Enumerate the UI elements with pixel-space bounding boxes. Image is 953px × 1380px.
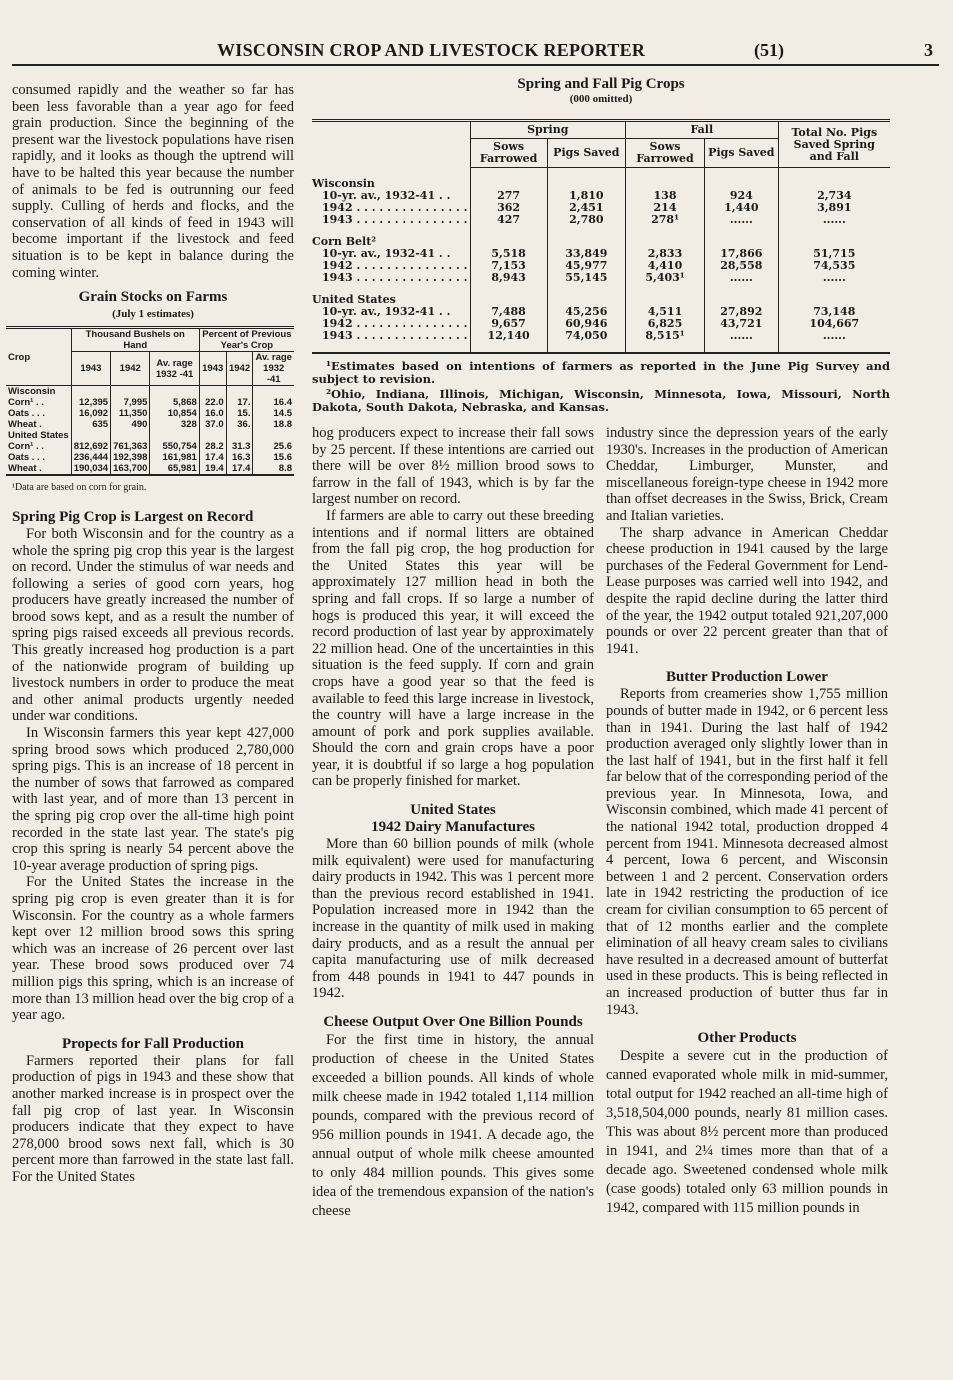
grain-table-row bbox=[6, 419, 294, 430]
pig-cell: 2,734 bbox=[778, 190, 890, 202]
pig-spacer-cell bbox=[625, 226, 704, 236]
grain-head-pct-avg: Av. rage 1932 -41 bbox=[253, 352, 294, 386]
grain-cell: 15.6 bbox=[253, 452, 294, 463]
pig-cell: 924 bbox=[705, 190, 779, 202]
grain-cell: 16.4 bbox=[253, 397, 294, 408]
pig-spacer-cell bbox=[470, 284, 547, 294]
grain-cell bbox=[226, 386, 253, 398]
grain-row-label: Oats . . . bbox=[8, 408, 45, 420]
grain-cell: 19.4 bbox=[199, 463, 226, 475]
grain-cell bbox=[226, 430, 253, 441]
pig-cell: 104,667 bbox=[778, 318, 890, 330]
publication-title: WISCONSIN CROP AND LIVESTOCK REPORTER bbox=[217, 40, 646, 60]
grain-cell bbox=[111, 430, 150, 441]
pig-table-title: Spring and Fall Pig Crops bbox=[517, 76, 685, 92]
pig-cell: 362 bbox=[470, 202, 547, 214]
grain-row-label: Wheat . bbox=[8, 419, 42, 431]
pig-head-total: Total No. Pigs Saved Spring and Fall bbox=[778, 121, 890, 168]
intro-paragraph: consumed rapidly and the weather so far has been less favorable than a year ago for feed grain production. Since the beginning of the present war the livestock populations have risen rapidly, and it looks as though the uptrend will have to be halted this year because the number of animals to be fed is outrunning our feed supply. Culling of herds and flocks, and the conservation of all kinds of feed in 1943 will become important if the livestock and feed situation is to be kept in balance during the coming winter. bbox=[12, 82, 294, 281]
grain-cell: 65,981 bbox=[150, 463, 199, 475]
pig-cell: 45,977 bbox=[547, 260, 625, 272]
pig-row-label: 1943 . . . . . . . . . . . . . . . bbox=[322, 213, 468, 226]
grain-head-percent: Percent of Previous Year's Crop bbox=[199, 328, 294, 352]
pig-table-row bbox=[312, 330, 890, 342]
cheese-heading: Cheese Output Over One Billion Pounds bbox=[323, 1014, 583, 1030]
pig-spacer-cell bbox=[470, 226, 547, 236]
grain-cell: 635 bbox=[71, 419, 110, 430]
right-paragraph-1: industry since the depression years of the early 1930's. Increases in the production of American Cheddar, Limburger, Munster, and miscellaneous foreign-type cheese in 1942 more than offset decreases in the Swiss, Brick, Cream and Italian varieties. bbox=[606, 425, 888, 524]
pig-cell: 6,825 bbox=[625, 318, 704, 330]
pig-head-spring-pigs: Pigs Saved bbox=[547, 139, 625, 168]
grain-cell: 328 bbox=[150, 419, 199, 430]
pig-cell: 33,849 bbox=[547, 248, 625, 260]
middle-paragraph-2: If farmers are able to carry out these breeding intentions and if normal litters are obtained from the fall pig crop, the hog production for the United States this year will be approximately 127 million head in both the spring and fall crops. If so large a number of hogs is produced this year, it will exceed the record production of last year by approximately 22 million head. One of the uncertainties in this situation is the feed supply. If corn and grain crops have a good year so that the feed is available to feed this large increase in livestock, the country will have a large increase in the amount of pork and pork supplies available. Should the corn and grain crops have a poor year, it is doubtful if so large a hog population can be properly finished for market. bbox=[312, 507, 594, 790]
grain-table-row bbox=[6, 397, 294, 408]
pig-row-spacer bbox=[312, 284, 890, 294]
pig-head-fall: Fall bbox=[625, 121, 778, 139]
grain-cell: 161,981 bbox=[150, 452, 199, 463]
pig-cell: 51,715 bbox=[778, 248, 890, 260]
pig-row-label: 1943 . . . . . . . . . . . . . . . bbox=[322, 271, 468, 284]
pig-cell: 2,451 bbox=[547, 202, 625, 214]
spring-paragraph-1: For both Wisconsin and for the country as a whole the spring pig crop this year is the largest on record. Under the stimulus of war needs and following a series of good corn years, hog producers have greatly increased the number of brood sows kept, and as a result the number of spring pigs raised exceeds all previous records. This greatly increased hog production is a part of the nationwide program of building up livestock numbers in order to produce the meat and other animal products urgently needed under war conditions. bbox=[12, 525, 294, 725]
pig-row-label: Corn Belt² bbox=[312, 235, 377, 248]
pig-row-label: 10-yr. av., 1932-41 . . bbox=[322, 189, 451, 202]
pig-spacer-cell bbox=[547, 226, 625, 236]
grain-cell: 37.0 bbox=[199, 419, 226, 430]
pig-row-label: United States bbox=[312, 293, 396, 306]
grain-table-row bbox=[6, 441, 294, 452]
pig-table-row bbox=[312, 272, 890, 284]
pig-cell: 5,403¹ bbox=[625, 272, 704, 284]
pig-cell: 4,511 bbox=[625, 306, 704, 318]
pig-cell: 3,891 bbox=[778, 202, 890, 214]
pig-cell: 427 bbox=[470, 214, 547, 226]
pig-cell: ...... bbox=[778, 330, 890, 342]
right-column bbox=[606, 425, 888, 1218]
pig-cell: 214 bbox=[625, 202, 704, 214]
pig-row-label: 1942 . . . . . . . . . . . . . . . bbox=[322, 317, 468, 330]
grain-cell: 5,868 bbox=[150, 397, 199, 408]
pig-crops-table bbox=[312, 119, 890, 354]
grain-row-label: Corn¹ . . bbox=[8, 397, 44, 409]
grain-cell: 550,754 bbox=[150, 441, 199, 452]
pig-cell: 7,153 bbox=[470, 260, 547, 272]
pig-spacer-cell bbox=[625, 168, 704, 179]
grain-cell bbox=[150, 430, 199, 441]
grain-row-label: Wheat . bbox=[8, 463, 42, 475]
pig-spacer-cell bbox=[470, 168, 547, 179]
pig-spacer-cell bbox=[778, 226, 890, 236]
pig-head-fall-pigs: Pigs Saved bbox=[705, 139, 779, 168]
dairy-heading-line2: 1942 Dairy Manufactures bbox=[371, 819, 535, 836]
pig-cell: 278¹ bbox=[625, 214, 704, 226]
grain-cell: 236,444 bbox=[71, 452, 110, 463]
grain-cell: 812,692 bbox=[71, 441, 110, 452]
grain-cell: 22.0 bbox=[199, 397, 226, 408]
pig-cell: 74,050 bbox=[547, 330, 625, 342]
pig-spacer-cell bbox=[625, 284, 704, 294]
grain-head-pct-1943: 1943 bbox=[199, 352, 226, 386]
pig-spacer-cell bbox=[470, 342, 547, 353]
pig-footnote-1: ¹Estimates based on intentions of farmers as reported in the June Pig Survey and subject to revision. bbox=[312, 359, 890, 386]
pig-cell: 4,410 bbox=[625, 260, 704, 272]
pig-cell: ...... bbox=[705, 330, 779, 342]
pig-spacer-cell bbox=[547, 284, 625, 294]
pig-cell: 73,148 bbox=[778, 306, 890, 318]
grain-cell bbox=[253, 386, 294, 398]
grain-cell: 12,395 bbox=[71, 397, 110, 408]
pig-cell: 7,488 bbox=[470, 306, 547, 318]
grain-table-row bbox=[6, 463, 294, 475]
pig-head-spring-sows: Sows Farrowed bbox=[470, 139, 547, 168]
pig-spacer-cell bbox=[547, 168, 625, 179]
pig-cell: ...... bbox=[705, 214, 779, 226]
pig-row-label: Wisconsin bbox=[312, 177, 375, 190]
pig-spacer-cell bbox=[778, 168, 890, 179]
grain-cell: 14.5 bbox=[253, 408, 294, 419]
grain-row-label: Oats . . . bbox=[8, 452, 45, 464]
grain-head-pct-1942: 1942 bbox=[226, 352, 253, 386]
grain-table-footnote: ¹Data are based on corn for grain. bbox=[12, 482, 147, 494]
pig-row-label: 1942 . . . . . . . . . . . . . . . bbox=[322, 201, 468, 214]
spring-pig-heading: Spring Pig Crop is Largest on Record bbox=[12, 508, 254, 525]
page-header bbox=[12, 40, 939, 66]
right-paragraph-2: The sharp advance in American Cheddar cheese production in 1941 caused by the large purchases of the Federal Government for Lend-Lease purposes was carried well into 1942, and despite the rapid decline during the latter third of the year, the 1942 output totaled 921,207,000 pounds or over 22 percent greater than that of 1941. bbox=[606, 524, 888, 657]
grain-cell: 11,350 bbox=[111, 408, 150, 419]
pig-cell: 2,780 bbox=[547, 214, 625, 226]
pig-cell: 28,558 bbox=[705, 260, 779, 272]
grain-row-label: Corn¹ . . bbox=[8, 441, 44, 453]
pig-cell: 2,833 bbox=[625, 248, 704, 260]
pig-row-spacer bbox=[312, 226, 890, 236]
grain-head-1942: 1942 bbox=[111, 352, 150, 386]
pig-cell: 1,440 bbox=[705, 202, 779, 214]
pig-spacer-cell bbox=[705, 284, 779, 294]
pig-cell: 277 bbox=[470, 190, 547, 202]
pig-row-label: 10-yr. av., 1932-41 . . bbox=[322, 305, 451, 318]
pig-footnote-2: ²Ohio, Indiana, Illinois, Michigan, Wisconsin, Minnesota, Iowa, Missouri, North Dakota, South Dakota, Nebraska, and Kansas. bbox=[312, 387, 890, 414]
grain-cell bbox=[253, 430, 294, 441]
grain-table-title: Grain Stocks on Farms bbox=[78, 289, 228, 306]
butter-heading: Butter Production Lower bbox=[666, 669, 828, 686]
other-products-heading: Other Products bbox=[697, 1030, 797, 1047]
grain-cell: 761,363 bbox=[111, 441, 150, 452]
grain-table-subtitle: (July 1 estimates) bbox=[112, 307, 194, 320]
grain-row-label: Wisconsin bbox=[8, 386, 56, 398]
grain-table-row bbox=[6, 452, 294, 463]
pig-head-spring: Spring bbox=[470, 121, 625, 139]
pig-spacer-cell bbox=[705, 342, 779, 353]
pig-table-footnotes bbox=[312, 360, 890, 414]
pig-row-label: 1942 . . . . . . . . . . . . . . . bbox=[322, 259, 468, 272]
pig-table-row bbox=[312, 214, 890, 226]
pig-crops-section bbox=[312, 76, 890, 416]
pig-head-blank bbox=[312, 121, 470, 168]
grain-cell bbox=[71, 386, 110, 398]
spring-paragraph-3: For the United States the increase in the spring pig crop is even greater than it is for Wisconsin. For the country as a whole farmers kept over 12 million brood sows this spring which was an increase of 26 percent over last year. These brood sows produced over 74 million pigs this spring, which is an increase of more than 13 million head over the big crop of a year ago. bbox=[12, 874, 294, 1024]
pig-head-fall-sows: Sows Farrowed bbox=[625, 139, 704, 168]
pig-spacer-cell bbox=[778, 284, 890, 294]
pig-spacer-cell bbox=[625, 342, 704, 353]
grain-cell: 7,995 bbox=[111, 397, 150, 408]
pig-spacer-cell bbox=[705, 226, 779, 236]
grain-cell: 31.3 bbox=[226, 441, 253, 452]
grain-table-row bbox=[6, 408, 294, 419]
grain-cell bbox=[199, 386, 226, 398]
pig-cell: 60,946 bbox=[547, 318, 625, 330]
butter-paragraph: Reports from creameries show 1,755 million pounds of butter made in 1942, or 6 percent less than in 1941. During the last half of 1942 production averaged only slightly lower than in the last half of 1941, but in the first half it fell far below that of the corresponding period of the previous year. In Minnesota, Iowa, and Wisconsin combined, which made 41 percent of the national 1942 total, production dropped 4 percent from 1941. Minnesota decreased almost 4 percent, Iowa 6 percent, and Wisconsin between 1 and 2 percent. Conservation orders late in 1942 restricting the production of ice cream for civilian consumption to 65 percent of that of 12 months earlier and the complete elimination of all heavy cream sales to civilians have resulted in a decreased amount of butterfat used in these products. This is being reflected in an increased production of butter thus far in 1943. bbox=[606, 686, 888, 1018]
fall-production-heading: Propects for Fall Production bbox=[61, 1035, 245, 1052]
pig-cell: 43,721 bbox=[705, 318, 779, 330]
pig-spacer-cell bbox=[778, 342, 890, 353]
pig-row-spacer bbox=[312, 168, 890, 179]
grain-cell: 15. bbox=[226, 408, 253, 419]
pig-cell: 27,892 bbox=[705, 306, 779, 318]
grain-cell: 18.8 bbox=[253, 419, 294, 430]
grain-head-avg: Av. rage 1932 -41 bbox=[150, 352, 199, 386]
pig-cell: ...... bbox=[778, 214, 890, 226]
grain-head-1943: 1943 bbox=[71, 352, 110, 386]
middle-column bbox=[312, 425, 594, 1221]
grain-cell: 25.6 bbox=[253, 441, 294, 452]
grain-cell bbox=[199, 430, 226, 441]
page-number: 3 bbox=[924, 40, 933, 60]
pig-cell: 8,943 bbox=[470, 272, 547, 284]
grain-row-label: United States bbox=[8, 430, 69, 442]
grain-table-row bbox=[6, 386, 294, 398]
dairy-heading-line1: United States bbox=[410, 802, 496, 819]
grain-cell: 8.8 bbox=[253, 463, 294, 475]
pig-cell: 55,145 bbox=[547, 272, 625, 284]
grain-cell: 490 bbox=[111, 419, 150, 430]
grain-cell: 190,034 bbox=[71, 463, 110, 475]
pig-spacer-cell bbox=[547, 342, 625, 353]
grain-head-crop: Crop bbox=[6, 328, 71, 386]
pig-row-label: 1943 . . . . . . . . . . . . . . . bbox=[322, 329, 468, 342]
grain-cell: 192,398 bbox=[111, 452, 150, 463]
grain-cell: 17. bbox=[226, 397, 253, 408]
dairy-paragraph: More than 60 billion pounds of milk (whole milk equivalent) were used for manufacturing dairy products in 1942. This was 1 percent more than the previous record established in 1941. Population increased more in 1942 than the increase in the quantity of milk used in making dairy products, and as a result the annual per capita manufacturing use of milk decreased from 448 pounds in 1941 to 447 pounds in 1942. bbox=[312, 836, 594, 1002]
grain-cell bbox=[71, 430, 110, 441]
pig-cell: 5,518 bbox=[470, 248, 547, 260]
grain-cell: 10,854 bbox=[150, 408, 199, 419]
grain-cell: 16.0 bbox=[199, 408, 226, 419]
pig-cell: 9,657 bbox=[470, 318, 547, 330]
grain-cell: 36. bbox=[226, 419, 253, 430]
grain-cell bbox=[111, 386, 150, 398]
grain-table-row bbox=[6, 430, 294, 441]
pig-cell: 8,515¹ bbox=[625, 330, 704, 342]
pig-row-label: 10-yr. av., 1932-41 . . bbox=[322, 247, 451, 260]
grain-cell: 17.4 bbox=[199, 452, 226, 463]
grain-cell: 28.2 bbox=[199, 441, 226, 452]
grain-cell bbox=[150, 386, 199, 398]
pig-cell: ...... bbox=[778, 272, 890, 284]
grain-cell: 17.4 bbox=[226, 463, 253, 475]
issue-number: (51) bbox=[754, 40, 784, 60]
middle-paragraph-1: hog producers expect to increase their fall sows by 25 percent. If these intentions are carried out there will be over 8½ million brood sows to farrow in the fall of 1943, which is by far the largest number on record. bbox=[312, 425, 594, 508]
pig-spacer-cell bbox=[705, 168, 779, 179]
pig-row-spacer bbox=[312, 342, 890, 353]
pig-cell: ...... bbox=[705, 272, 779, 284]
pig-cell: 12,140 bbox=[470, 330, 547, 342]
pig-cell: 74,535 bbox=[778, 260, 890, 272]
grain-cell: 163,700 bbox=[111, 463, 150, 475]
pig-cell: 17,866 bbox=[705, 248, 779, 260]
spring-paragraph-2: In Wisconsin farmers this year kept 427,000 spring brood sows which produced 2,780,000 spring pigs. This is an increase of 18 percent in the number of sows that farrowed as compared with last year, and of more than 13 percent in the spring pig crop over the all-time high point recorded in the state last year. The state's pig crop this spring is nearly 54 percent above the 10-year average production of spring pigs. bbox=[12, 725, 294, 874]
grain-cell: 16.3 bbox=[226, 452, 253, 463]
grain-stocks-table bbox=[6, 326, 294, 476]
left-column bbox=[8, 82, 294, 1185]
pig-table-subtitle: (000 omitted) bbox=[569, 93, 633, 105]
pig-cell: 45,256 bbox=[547, 306, 625, 318]
other-products-paragraph: Despite a severe cut in the production of canned evaporated whole milk in mid-summer, total output for 1942 reached an all-time high of 3,518,504,000 pounds, nearly 81 million cases. This was about 8½ percent more than produced in 1941, and 2¼ times more than that of a decade ago. Sweetened condensed whole milk (case goods) totaled only 63 million pounds in 1942, compared with 115 million pounds in bbox=[606, 1048, 888, 1217]
pig-cell: 138 bbox=[625, 190, 704, 202]
pig-spacer-cell bbox=[312, 342, 470, 353]
grain-cell: 16,092 bbox=[71, 408, 110, 419]
pig-cell: 1,810 bbox=[547, 190, 625, 202]
cheese-paragraph: For the first time in history, the annual production of cheese in the United States exceeded a billion pounds. All kinds of whole milk cheese made in 1942 totaled 1,114 million pounds, compared with the previous record of 956 million pounds in 1941. A decade ago, the annual output of whole milk cheese amounted to only 484 million pounds. This gives some idea of the tremendous expansion of the nation's cheese bbox=[312, 1032, 594, 1219]
grain-head-thousand: Thousand Bushels on Hand bbox=[71, 328, 199, 352]
fall-paragraph-1: Farmers reported their plans for fall production of pigs in 1943 and these show that another marked increase is in prospect over the fall pig crop of last year. In Wisconsin producers indicate that they expect to have 278,000 brood sows next fall, which is 30 percent more than farrowed in the state last fall. For the United States bbox=[12, 1052, 294, 1185]
